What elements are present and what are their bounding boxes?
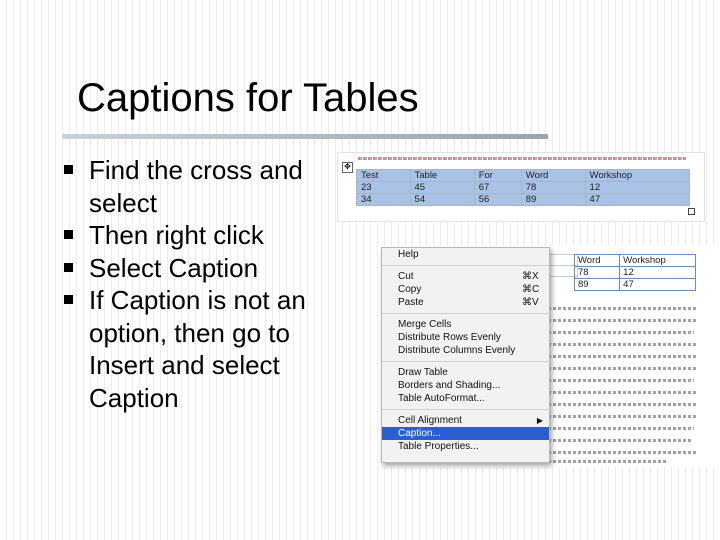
resize-handle-icon[interactable] xyxy=(688,208,695,215)
table-cell[interactable]: 78 xyxy=(575,267,620,279)
table-row xyxy=(575,255,696,267)
table-cell[interactable]: Workshop xyxy=(620,255,696,267)
menu-item-merge-cells[interactable] xyxy=(382,318,549,331)
table-cell[interactable]: 56 xyxy=(474,194,521,206)
square-bullet-icon xyxy=(64,263,73,272)
menu-separator xyxy=(382,409,549,410)
context-menu xyxy=(381,247,550,463)
square-bullet-icon xyxy=(64,165,73,174)
bullet-text: Find the cross and select xyxy=(89,155,303,218)
submenu-arrow-icon: ▶ xyxy=(536,416,543,425)
table-cell[interactable]: Workshop xyxy=(585,170,689,182)
menu-separator xyxy=(382,265,549,266)
slide-title: Captions for Tables xyxy=(77,76,419,120)
table-screenshot xyxy=(337,152,705,222)
table-cell[interactable]: Table xyxy=(410,170,474,182)
menu-item-cut[interactable] xyxy=(382,270,549,283)
table-cell[interactable]: Word xyxy=(575,255,620,267)
table-cell[interactable]: 12 xyxy=(620,267,696,279)
bullet-text: Then right click xyxy=(89,220,264,250)
menu-item-label: Table Properties... xyxy=(398,441,479,452)
word-table-partial xyxy=(574,254,696,291)
table-cell[interactable]: 89 xyxy=(521,194,585,206)
menu-item-label: Merge Cells xyxy=(398,319,452,330)
menu-item-paste[interactable] xyxy=(382,296,549,309)
menu-item-borders-shading[interactable] xyxy=(382,379,549,392)
menu-item-label: Copy xyxy=(398,284,422,295)
menu-item-label: Paste xyxy=(398,297,424,308)
table-cell[interactable]: 47 xyxy=(585,194,689,206)
menu-item-label: Distribute Rows Evenly xyxy=(398,332,501,343)
move-handle-icon[interactable]: ✥ xyxy=(342,162,353,173)
menu-item-caption[interactable] xyxy=(382,427,549,440)
menu-separator xyxy=(382,313,549,314)
bullet-item xyxy=(62,219,332,252)
menu-separator xyxy=(382,361,549,362)
table-row xyxy=(357,182,690,194)
table-cell[interactable]: 89 xyxy=(575,279,620,291)
menu-item-label: Caption... xyxy=(398,428,441,439)
table-cell[interactable]: 34 xyxy=(357,194,411,206)
table-cell[interactable]: 23 xyxy=(357,182,411,194)
shortcut-label: ⌘V xyxy=(522,297,539,308)
table-row xyxy=(575,267,696,279)
table-cell[interactable]: 54 xyxy=(410,194,474,206)
table-cell[interactable]: Test xyxy=(357,170,411,182)
bullet-item xyxy=(62,252,332,285)
menu-item-label: Table AutoFormat... xyxy=(398,393,485,404)
menu-item-label: Help xyxy=(398,249,419,260)
menu-item-label: Cell Alignment xyxy=(398,415,462,426)
title-underline xyxy=(62,134,548,139)
table-cell[interactable]: 47 xyxy=(620,279,696,291)
shortcut-label: ⌘X xyxy=(522,271,539,282)
square-bullet-icon xyxy=(64,295,73,304)
table-cell[interactable]: 78 xyxy=(521,182,585,194)
menu-item-label: Borders and Shading... xyxy=(398,380,501,391)
menu-item-copy[interactable] xyxy=(382,283,549,296)
background-text xyxy=(358,157,686,160)
menu-item-draw-table[interactable] xyxy=(382,366,549,379)
menu-item-table-autoformat[interactable] xyxy=(382,392,549,405)
menu-item-label: Distribute Columns Evenly xyxy=(398,345,516,356)
shortcut-label: ⌘C xyxy=(522,284,540,295)
table-cell[interactable]: 12 xyxy=(585,182,689,194)
square-bullet-icon xyxy=(64,230,73,239)
table-cell[interactable]: Word xyxy=(521,170,585,182)
table-row xyxy=(357,194,690,206)
menu-item-label: Cut xyxy=(398,271,414,282)
menu-item-distribute-rows[interactable] xyxy=(382,331,549,344)
bullet-item xyxy=(62,284,332,414)
bullet-text: Select Caption xyxy=(89,252,259,283)
table-cell[interactable]: 45 xyxy=(410,182,474,194)
bullet-list xyxy=(62,154,332,414)
bullet-text: If Caption is not an option, then go to Insert and select Caption xyxy=(89,285,306,413)
table-cell[interactable]: 67 xyxy=(474,182,521,194)
menu-item-help[interactable] xyxy=(382,248,549,261)
bullet-item xyxy=(62,154,332,219)
table-row xyxy=(575,279,696,291)
table-cell[interactable]: For xyxy=(474,170,521,182)
menu-item-distribute-columns[interactable] xyxy=(382,344,549,357)
table-row xyxy=(357,170,690,182)
menu-item-table-properties[interactable] xyxy=(382,440,549,453)
menu-item-cell-alignment[interactable] xyxy=(382,414,549,427)
word-table xyxy=(356,169,690,206)
menu-item-label: Draw Table xyxy=(398,367,448,378)
